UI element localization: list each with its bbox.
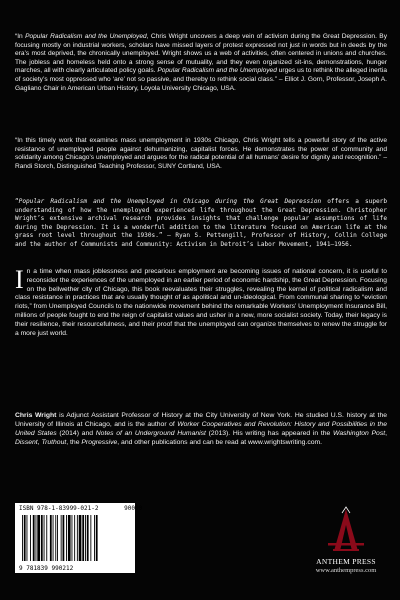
barcode-bar: [36, 515, 37, 561]
blurb-book-title: Popular Radicalism and the Unemployed: [157, 67, 277, 75]
barcode-bar: [57, 515, 58, 561]
author-name: Chris Wright: [15, 412, 57, 419]
barcode-bar: [55, 515, 56, 561]
blurb-text: “In: [15, 33, 26, 40]
bio-text: is Adjunct Assistant Professor of History at the City University of New York. He studied U.S. history at the University of Illinois at Chicago, and is the author of: [15, 412, 388, 428]
barcode-bar: [77, 515, 78, 561]
barcode-bar: [44, 515, 45, 561]
bio-text: (2013). His writing has appeared in the: [205, 429, 334, 437]
bio-book-title: Notes of an Underground Humanist: [95, 429, 206, 437]
barcode-bar: [74, 515, 75, 561]
bio-publication: Dissent: [15, 438, 38, 446]
barcode-bar: [87, 515, 89, 561]
barcode-bar: [72, 515, 73, 561]
barcode-bar: [37, 515, 40, 561]
bio-publication: Progressive: [81, 438, 118, 446]
publisher-name: ANTHEM PRESS: [316, 557, 376, 566]
bio-text: , and other publications and can be read at www.wrightswriting.com.: [117, 438, 323, 446]
barcode-bar: [46, 515, 47, 561]
isbn-barcode: [15, 503, 143, 573]
endorsement-gorn: [15, 33, 387, 93]
endorsement-storch: [15, 137, 387, 171]
barcode-bar: [85, 515, 86, 561]
barcode-bar: [50, 515, 52, 561]
barcode-number: 9 781839 990212: [19, 565, 74, 572]
bio-text: ,: [385, 429, 387, 437]
bio-publication: Truthout: [41, 438, 67, 446]
barcode-bar: [66, 515, 67, 561]
isbn-number: ISBN 978-1-83999-021-2: [19, 505, 99, 512]
barcode-bar: [27, 515, 28, 561]
blurb-text: urges us to rethink the alleged inertia of society’s most oppressed who ‘are’ not so passive, and thereby to rethink social class.” – Elliot J. Gorn, Professor, Joseph A. Gagliano Chair in American Urban History, Loyola University Chicago, USA.: [15, 67, 387, 92]
barcode-bar: [96, 515, 98, 561]
blurb-text: offers a superb understanding of how the unemployed experienced life throughout the Great Depression. Christopher Wright’s extensive archival research provides insights that challenge popular assumptions of life during the Depression. It is a wonderful addition to the literature focused on American life at the grass root level throughout the 1930s.” – Ryan S. Pettengill, Professor of History, Collin College and the author of Communists and Community: Activism in Detroit’s Labor Movement, 1941–1956.: [15, 198, 387, 248]
barcode-bar: [90, 515, 91, 561]
book-description: [15, 265, 387, 338]
barcode-bar: [22, 515, 23, 561]
barcode-bar: [61, 515, 62, 561]
bio-book-title: Worker Cooperatives and Revolution: History and Possibilities in the United States: [15, 420, 387, 437]
barcode-bar: [30, 515, 31, 561]
description-text: n a time when mass joblessness and precarious employment are becoming issues of national concern, it is useful to reconsider the experiences of the unemployed in an earlier period of economic hardship, the Great Depression. Focusing on the bellwether city of Chicago, this book reevaluates their struggles, revealing the kernel of political radicalism and class resistance in practices that are usually thought of as apolitical and un-ideological. From communal sharing to “eviction riots,” from Unemployed Councils to the nationwide movement behind the remarkable Workers’ Unemployment Insurance Bill, millions of people fought to end the reign of capitalist values and usher in a new, more socialist society. Today, their legacy is their resilience, their resourcefulness, and their proof that the unemployed can organize themselves to renew the struggle for a more just world.: [15, 268, 387, 337]
author-bio: [15, 412, 387, 448]
barcode-bar: [79, 515, 82, 561]
endorsement-pettengill: [15, 198, 387, 249]
barcode-bar: [53, 515, 54, 561]
blurb-book-title: Popular Radicalism and the Unemployed,: [25, 33, 149, 40]
bio-text: , the: [66, 438, 82, 446]
barcode-bar: [24, 515, 26, 561]
drop-cap: I: [15, 265, 24, 294]
blurb-text: “: [15, 198, 19, 205]
publisher-mark: [306, 505, 386, 585]
bio-publication: Washington Post: [333, 429, 386, 437]
isbn-label-row: [19, 505, 142, 512]
barcode-bar: [63, 515, 65, 561]
barcode-bar: [33, 515, 35, 561]
bio-text: (2014) and: [56, 429, 96, 437]
barcode-bars: [21, 515, 129, 561]
blurb-text: Chris Wright uncovers a deep vein of activism during the Great Depression. By focusing mostly on industrial workers, scholars have missed layers of protest expressed not just in words but in deeds by the era’s most deprived, the chronically unemployed. Wright shows us a web of activities, often centered in unions and churches. The jobless and homeless held onto a strong sense of mutuality, and they even organized sit-ins, demonstrations, hunger marches, all with clearly articulated policy goals.: [15, 33, 387, 75]
barcode-bar: [41, 515, 43, 561]
blurb-book-title: Popular Radicalism and the Unemployed in Chicago during the Great Depression: [18, 198, 322, 205]
barcode-bar: [68, 515, 71, 561]
blurb-text: “In this timely work that examines mass unemployment in 1930s Chicago, Chris Wright tells a powerful story of the active resistance of unemployed people against dehumanizing, capitalist forces. He demonstrates the power of community and solidarity among Chicago’s unemployed and argues for the radical potential of all humans’ desire for dignity and recognition.” – Randi Storch, Distinguished Teaching Professor, SUNY Cortland, USA.: [15, 137, 387, 170]
publisher-url: www.anthempress.com: [315, 567, 377, 574]
barcode-bar: [94, 515, 95, 561]
price-code: 90000: [124, 505, 143, 512]
anthem-logo-icon: [306, 505, 386, 555]
barcode-bar: [82, 515, 84, 561]
bio-text: ,: [37, 438, 42, 446]
